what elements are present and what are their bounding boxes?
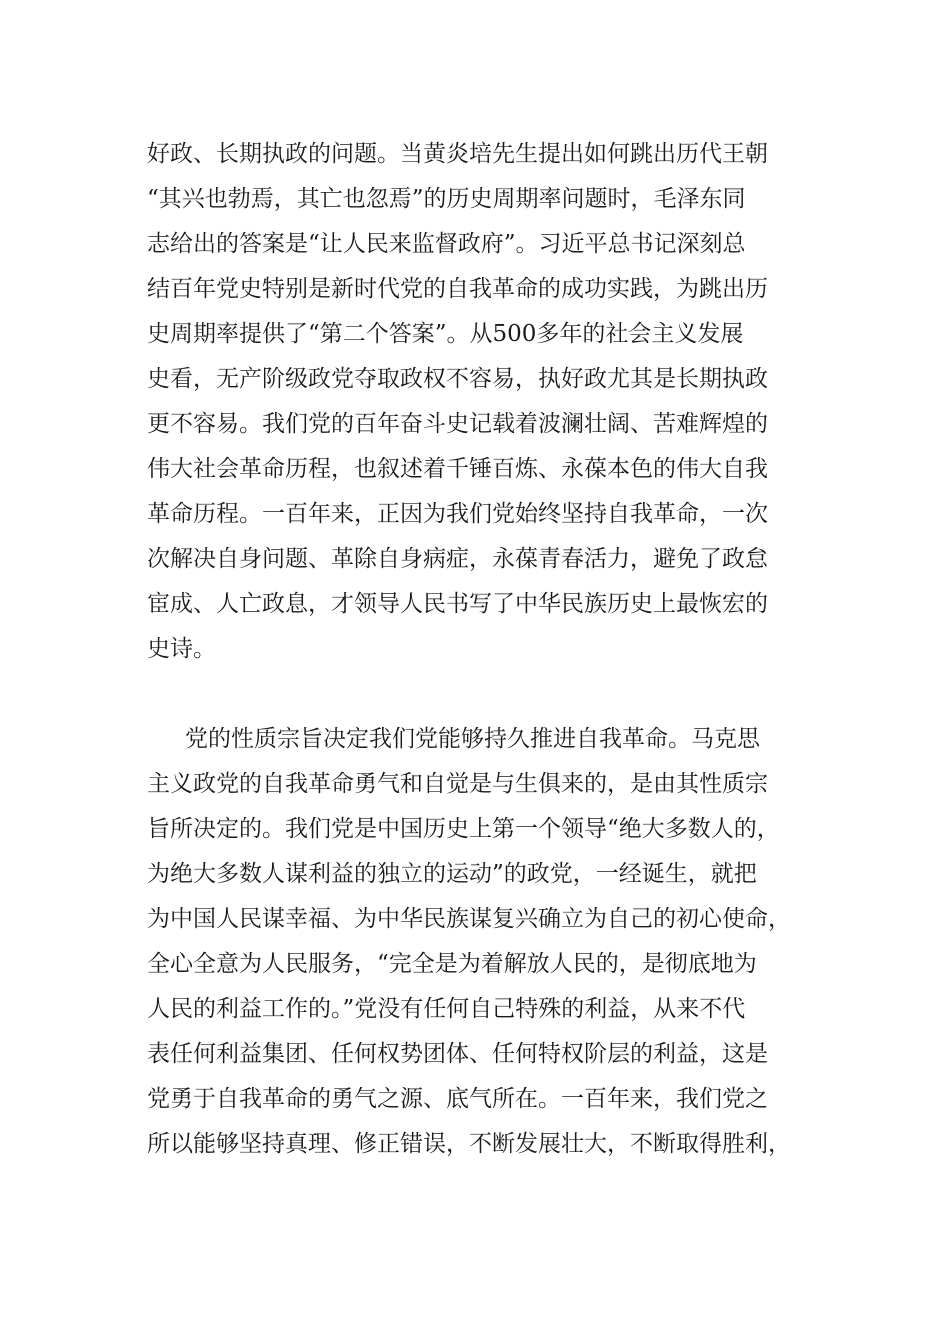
paragraph-line: 史看，无产阶级政党夺取政权不容易，执好政尤其是长期执政 (147, 366, 768, 392)
paragraph-2 (147, 717, 827, 1167)
paragraph-line: 为中国人民谋幸福、为中华民族谋复兴确立为自己的初心使命， (147, 906, 791, 932)
paragraph-first-line: 党的性质宗旨决定我们党能够持久推进自我革命。马克思 (185, 726, 760, 752)
paragraph-line: 宦成、人亡政息，才领导人民书写了中华民族历史上最恢宏的 (147, 591, 768, 617)
paragraph-line: 全心全意为人民服务，“完全是为着解放人民的，是彻底地为 (147, 951, 757, 977)
paragraph-1 (147, 132, 827, 672)
paragraph-line: 为绝大多数人谋利益的独立的运动”的政党，一经诞生，就把 (147, 861, 757, 887)
paragraph-line: 主义政党的自我革命勇气和自觉是与生俱来的，是由其性质宗 (147, 771, 768, 797)
paragraph-line: 史诗。 (147, 636, 216, 662)
paragraph-line: 志给出的答案是“让人民来监督政府”。习近平总书记深刻总 (147, 231, 746, 257)
paragraph-line: 次解决自身问题、革除自身病症，永葆青春活力，避免了政怠 (147, 546, 768, 572)
paragraph-line: 结百年党史特别是新时代党的自我革命的成功实践，为跳出历 (147, 276, 768, 302)
paragraph-line: 好政、长期执政的问题。当黄炎培先生提出如何跳出历代王朝 (147, 141, 768, 167)
paragraph-line: “其兴也勃焉，其亡也忽焉”的历史周期率问题时，毛泽东同 (147, 186, 746, 212)
paragraph-line: 史周期率提供了“第二个答案”。从500多年的社会主义发展 (147, 321, 744, 347)
paragraph-line: 革命历程。一百年来，正因为我们党始终坚持自我革命，一次 (147, 501, 768, 527)
paragraph-line: 人民的利益工作的。”党没有任何自己特殊的利益，从来不代 (147, 996, 746, 1022)
paragraph-line: 旨所决定的。我们党是中国历史上第一个领导“绝大多数人的， (147, 816, 780, 842)
paragraph-line: 伟大社会革命历程，也叙述着千锤百炼、永葆本色的伟大自我 (147, 456, 768, 482)
paragraph-line: 党勇于自我革命的勇气之源、底气所在。一百年来，我们党之 (147, 1086, 768, 1112)
paragraph-line: 更不容易。我们党的百年奋斗史记载着波澜壮阔、苦难辉煌的 (147, 411, 768, 437)
paragraph-line: 所以能够坚持真理、修正错误，不断发展壮大，不断取得胜利， (147, 1131, 791, 1157)
paragraph-line: 表任何利益集团、任何权势团体、任何特权阶层的利益，这是 (147, 1041, 768, 1067)
